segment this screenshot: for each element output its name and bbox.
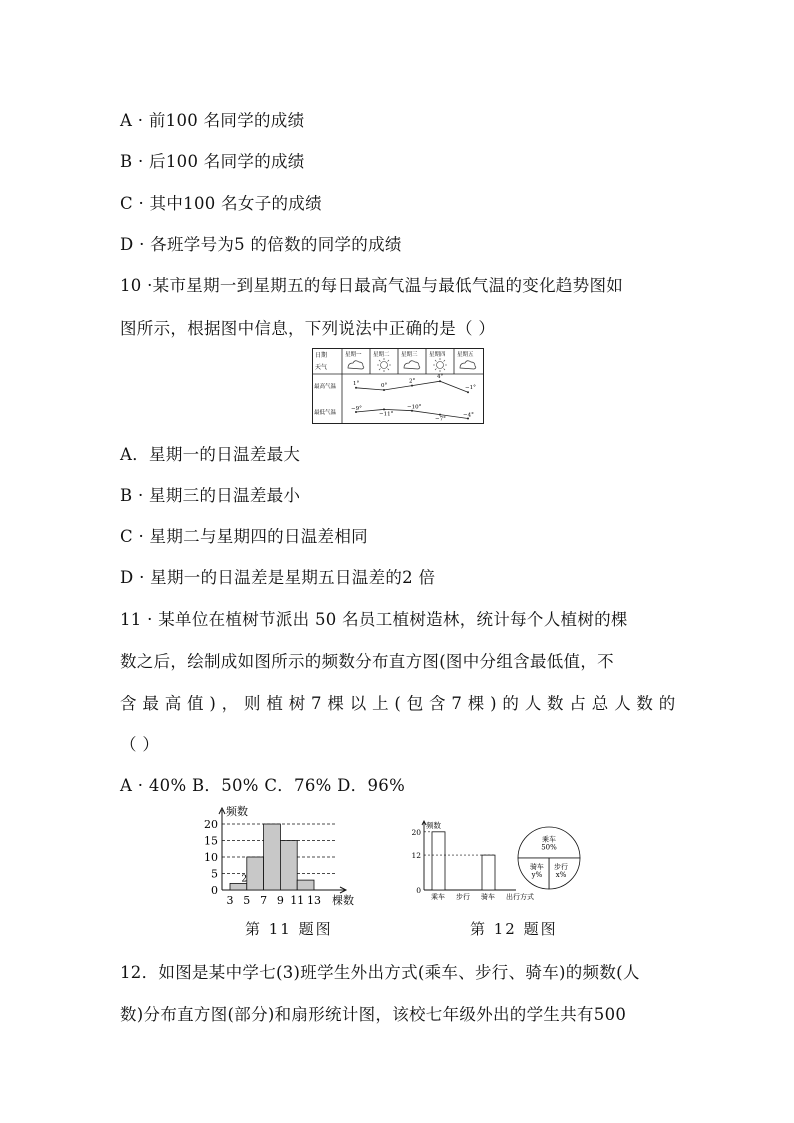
q9-option-c: C · 其中100 名女子的成绩 xyxy=(120,194,322,213)
x-tick-label: 步行 xyxy=(456,893,470,901)
high-temp-label: 0° xyxy=(381,383,388,389)
high-temp-point xyxy=(439,380,441,382)
q10-option-d: D · 星期一的日温差是星期五日温差的2 倍 xyxy=(120,568,436,587)
y-tick-label: 0 xyxy=(416,886,421,895)
q11-stem-line3: 含 最 高 值 ) ， 则 植 树 7 棵 以 上 ( 包 含 7 棵 ) 的 人 数 占 总 人 数 的 xyxy=(120,694,676,713)
y-tick-label: 12 xyxy=(411,851,421,861)
cloud-icon xyxy=(460,361,476,369)
q12-stem-line1: 12．如图是某中学七(3)班学生外出方式(乘车、步行、骑车)的频数(人 xyxy=(120,963,640,982)
y-tick-label: 20 xyxy=(411,827,421,837)
bar xyxy=(482,855,495,890)
cloud-icon xyxy=(348,361,364,369)
x-tick-label: 3 xyxy=(226,894,234,907)
sun-icon xyxy=(433,358,447,372)
x-tick-label: 骑车 xyxy=(481,893,495,901)
row-label-weather: 天气 xyxy=(315,364,328,371)
figure-11-caption: 第 11 题图 xyxy=(245,920,333,938)
q10-option-c: C · 星期二与星期四的日温差相同 xyxy=(120,527,368,546)
x-axis-label: 棵数 xyxy=(332,894,354,907)
low-temp-label: −4° xyxy=(463,412,474,419)
high-temp-point xyxy=(355,387,357,389)
x-tick-label: 5 xyxy=(243,894,251,907)
pie-slice-label: 乘车 xyxy=(542,835,556,844)
bar-annotation: 2 xyxy=(241,874,248,885)
day-label-tue: 星期二 xyxy=(373,352,390,358)
pie-slice-label: 骑车 xyxy=(529,863,544,872)
high-temp-label: 2° xyxy=(409,378,416,385)
y-axis-label: 频数 xyxy=(426,821,441,830)
low-temp-label: −11° xyxy=(379,411,394,418)
y-axis-label: 频数 xyxy=(226,805,248,818)
histogram-bar xyxy=(280,841,297,891)
day-label-mon: 星期一 xyxy=(345,352,362,358)
q10-stem-line1: 10 ·某市星期一到星期五的每日最高气温与最低气温的变化趋势图如 xyxy=(120,276,624,295)
row-label-low: 最低气温 xyxy=(314,410,337,416)
q11-stem-line2: 数之后，绘制成如图所示的频数分布直方图(图中分组含最低值，不 xyxy=(120,652,614,671)
high-temp-label: 4° xyxy=(437,374,444,381)
day-label-thu: 星期四 xyxy=(429,352,446,358)
histogram-bar xyxy=(297,880,314,890)
x-tick-label: 11 xyxy=(290,894,305,907)
q12-stem-line2: 数)分布直方图(部分)和扇形统计图，该校七年级外出的学生共有500 xyxy=(120,1005,627,1024)
y-tick-label: 20 xyxy=(204,818,218,831)
histogram-figure xyxy=(196,804,362,914)
q10-option-a: A．星期一的日温差最大 xyxy=(120,445,301,464)
high-temp-label: 1° xyxy=(353,380,360,387)
pie-slice-percent: y% xyxy=(531,871,543,880)
weather-table-figure xyxy=(312,348,484,424)
high-temp-point xyxy=(383,389,385,391)
bar xyxy=(432,832,445,890)
q9-option-b: B · 后100 名同学的成绩 xyxy=(120,152,305,171)
figure-12-caption: 第 12 题图 xyxy=(470,920,558,938)
y-tick-label: 5 xyxy=(211,867,218,881)
y-tick-label: 15 xyxy=(204,834,218,848)
low-temp-point xyxy=(383,408,385,410)
pie-slice-percent: 50% xyxy=(541,843,557,852)
row-label-date: 日期 xyxy=(315,352,328,359)
x-tick-label: 13 xyxy=(307,894,321,907)
day-label-wed: 星期三 xyxy=(401,352,418,358)
histogram-bar xyxy=(264,824,281,890)
low-temp-label: −9° xyxy=(351,406,362,412)
q11-options: A · 40% B．50% C．76% D．96% xyxy=(120,776,406,795)
travel-figure xyxy=(408,816,588,910)
x-tick-label: 乘车 xyxy=(431,893,445,901)
x-tick-label: 9 xyxy=(276,894,284,907)
day-label-fri: 星期五 xyxy=(457,352,474,358)
pie-slice-label: 步行 xyxy=(554,863,569,872)
q10-option-b: B · 星期三的日温差最小 xyxy=(120,486,301,505)
histogram-bar xyxy=(247,857,264,890)
cloud-icon xyxy=(404,361,420,369)
high-temp-point xyxy=(467,391,469,393)
q11-stem-line1: 11 · 某单位在植树节派出 50 名员工植树造林，统计每个人植树的棵 xyxy=(120,610,628,629)
high-temp-label: −1° xyxy=(465,385,476,392)
x-axis-label: 出行方式 xyxy=(506,893,534,901)
pie-slice-percent: x% xyxy=(555,871,567,880)
low-temp-label: −7° xyxy=(435,416,446,423)
high-temp-point xyxy=(411,385,413,387)
y-tick-label: 0 xyxy=(211,884,218,897)
low-temp-point xyxy=(439,414,441,416)
q10-stem-line2: 图所示，根据图中信息，下列说法中正确的是（ ） xyxy=(120,319,496,338)
row-label-high: 最高气温 xyxy=(314,384,337,390)
sun-icon xyxy=(377,358,391,372)
q11-stem-line4: （ ） xyxy=(120,735,160,754)
y-tick-label: 10 xyxy=(204,851,218,864)
q9-option-d: D · 各班学号为5 的倍数的同学的成绩 xyxy=(120,235,402,254)
q9-option-a: A · 前100 名同学的成绩 xyxy=(120,111,305,130)
x-tick-label: 7 xyxy=(260,894,268,907)
low-temp-label: −10° xyxy=(407,404,422,411)
